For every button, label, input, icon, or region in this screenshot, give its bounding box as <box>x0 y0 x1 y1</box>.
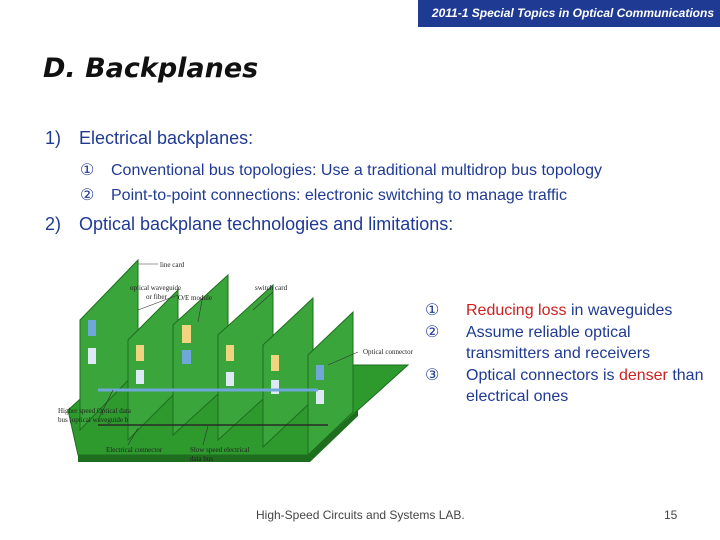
label-line-card: line card <box>160 261 185 269</box>
course-title: 2011-1 Special Topics in Optical Communications <box>431 6 714 20</box>
item-number: ① <box>425 302 440 319</box>
list-number: 1) <box>45 128 62 148</box>
label-hs-bus-2: bus (optical waveguide b <box>58 416 129 424</box>
item-text: in waveguides <box>566 302 673 319</box>
label-optical-connector: Optical connector <box>363 348 413 356</box>
list-text: Electrical backplanes: <box>79 128 254 148</box>
sub-text: Point-to-point connections: electronic switching to manage traffic <box>111 187 567 204</box>
item-highlight: denser <box>618 366 668 384</box>
label-oe-module: O/E module <box>178 294 213 302</box>
label-electrical-connector: Electrical connector <box>106 446 163 454</box>
list-item-2 <box>45 214 453 235</box>
limitations-list <box>425 300 715 408</box>
list-number: 2) <box>45 214 62 234</box>
label-hs-bus-1: Higher speed Optical data <box>58 407 131 415</box>
footer-lab: High-Speed Circuits and Systems LAB. <box>256 508 465 522</box>
page-number: 15 <box>664 508 678 522</box>
sub-text: Conventional bus topologies: Use a traditional multidrop bus topology <box>111 162 602 179</box>
sub-item-1 <box>80 160 602 180</box>
list-text: Optical backplane technologies and limitations: <box>79 214 454 234</box>
line-card <box>308 312 353 455</box>
label-switch-card: switch card <box>255 284 288 292</box>
backplane-diagram <box>58 250 428 465</box>
list-item-1 <box>45 128 253 149</box>
sub-item-2 <box>80 185 567 205</box>
sub-number: ① <box>80 162 95 179</box>
slide-title: D. Backplanes <box>43 53 259 84</box>
item-number: ② <box>425 323 440 341</box>
item-highlight: Reducing loss <box>466 302 567 319</box>
label-slow-bus-1: Slow speed electrical <box>190 446 250 454</box>
list-item <box>425 322 715 365</box>
list-item <box>425 365 715 408</box>
label-optical-waveguide: optical waveguide <box>130 284 182 292</box>
label-or-fiber: or fiber <box>146 293 167 301</box>
item-number: ③ <box>425 366 440 384</box>
item-text: Optical connectors is <box>466 366 619 384</box>
item-text: Assume reliable optical transmitters and receivers <box>466 323 651 362</box>
header-bar <box>418 0 720 27</box>
item-text: than electrical ones <box>466 366 704 405</box>
label-slow-bus-2: data bus <box>190 455 214 463</box>
list-item <box>425 300 715 322</box>
sub-number: ② <box>80 187 95 204</box>
